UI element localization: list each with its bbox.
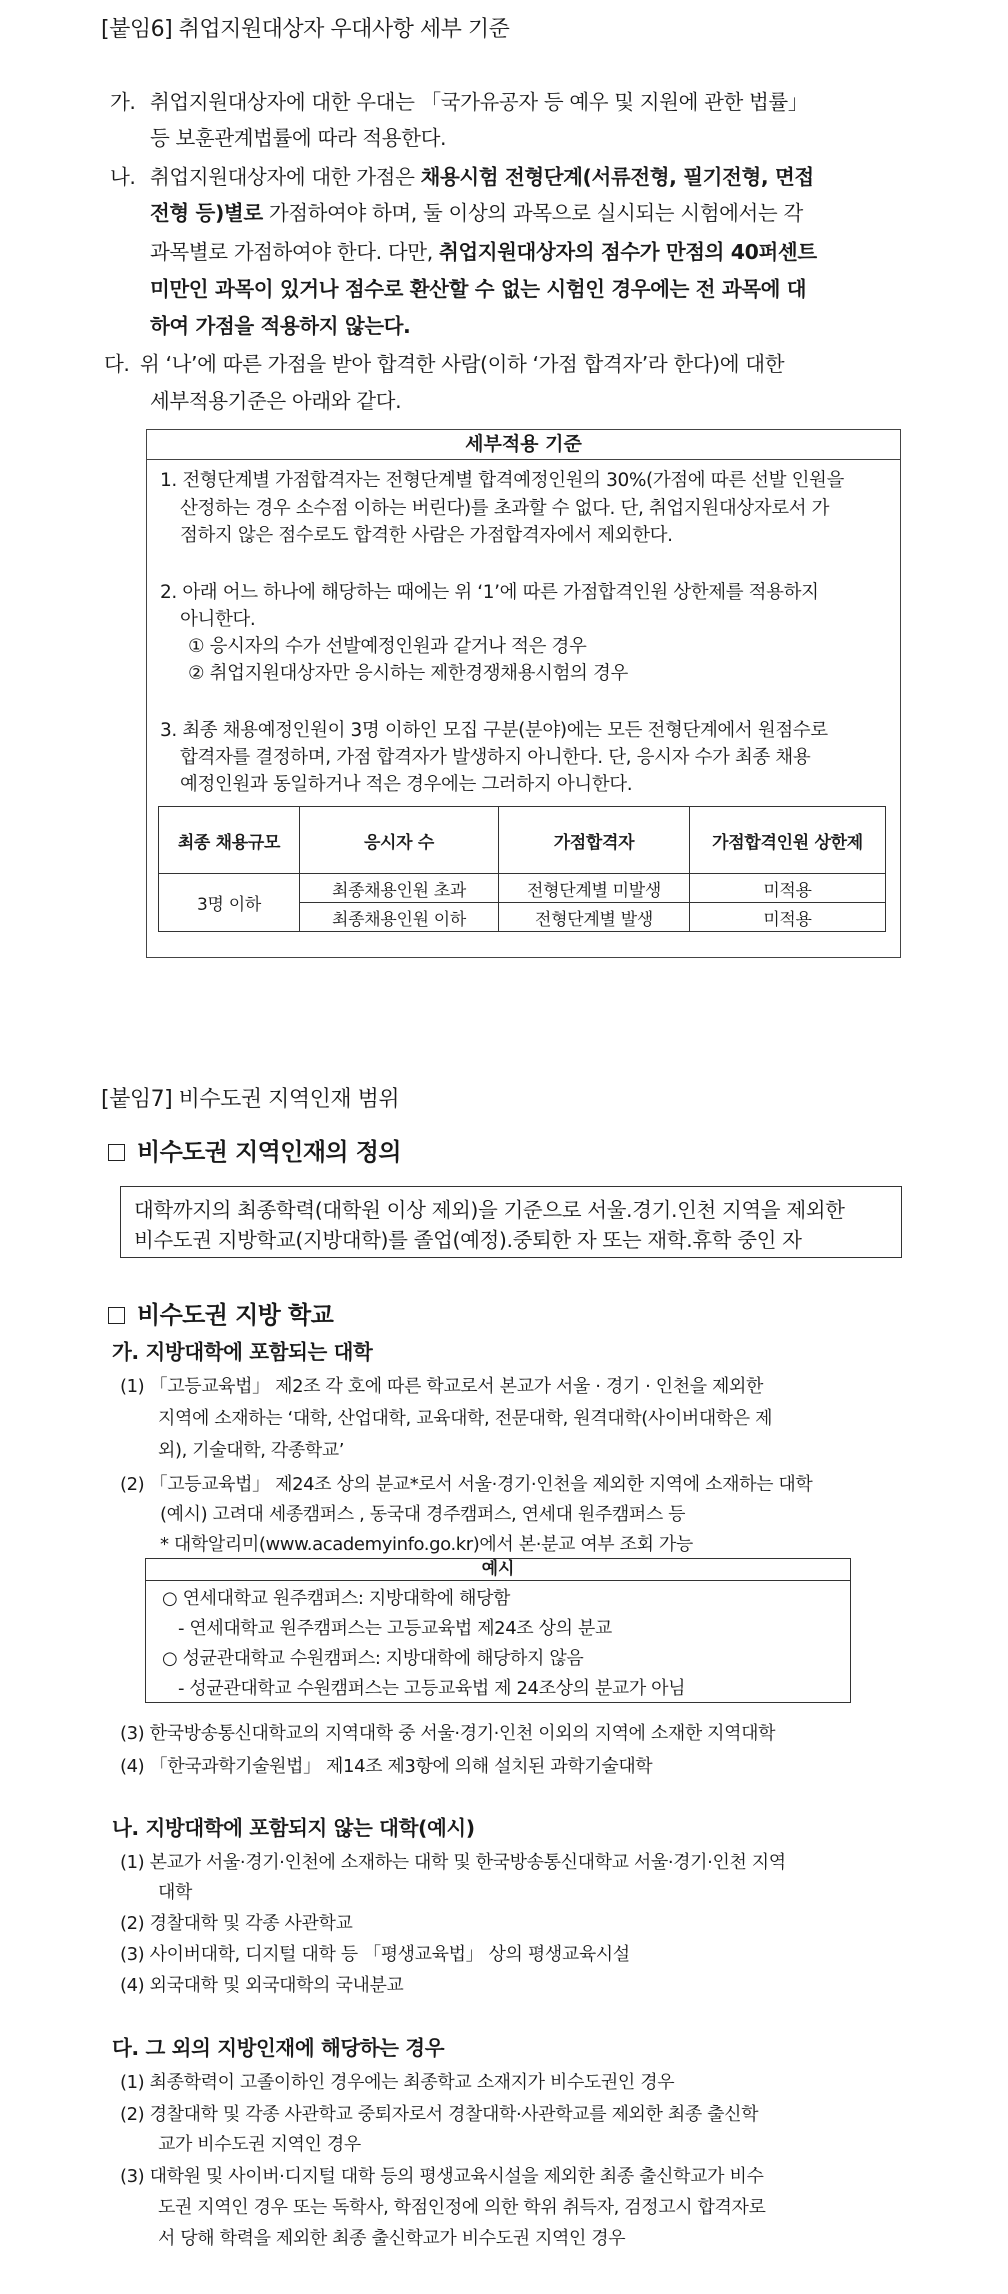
table-header-row	[159, 807, 886, 874]
definition-line: 비수도권 지방학교(지방대학)를 졸업(예정).중퇴한 자 또는 재학.휴학 중인 자	[134, 1228, 802, 1252]
criteria-subitem: ② 취업지원대상자만 응시하는 제한경쟁채용시험의 경우	[188, 663, 628, 684]
list-line: (2) 「고등교육법」 제24조 상의 분교*로서 서울·경기·인천을 제외한 지역에 소재하는 대학	[120, 1474, 813, 1495]
example-line: ○ 성균관대학교 수원캠퍼스: 지방대학에 해당하지 않음	[162, 1648, 584, 1669]
criteria-line: 산정하는 경우 소수점 이하는 버린다)를 초과할 수 없다. 단, 취업지원대상자로서 가	[180, 498, 830, 519]
subsection-ga-title: 가. 지방대학에 포함되는 대학	[112, 1340, 373, 1364]
square-bullet-icon	[108, 1144, 125, 1161]
paragraph-line	[150, 160, 814, 190]
list-line: (2) 경찰대학 및 각종 사관학교 중퇴자로서 경찰대학·사관학교를 제외한 최종 출신학	[120, 2104, 759, 2125]
paragraph-line	[150, 196, 803, 226]
bold-text-run: 취업지원대상자의 점수가 만점의 40퍼센트	[438, 240, 817, 264]
list-line: (예시) 고려대 세종캠퍼스 , 동국대 경주캠퍼스, 연세대 원주캠퍼스 등	[160, 1504, 686, 1525]
example-line: ○ 연세대학교 원주캠퍼스: 지방대학에 해당함	[162, 1588, 511, 1609]
paragraph-line: 위 ‘나’에 따른 가점을 받아 합격한 사람(이하 ‘가점 합격자’라 한다)에 대한	[140, 352, 785, 376]
definition-heading	[108, 1132, 401, 1167]
table-header-cell: 응시자 수	[300, 807, 499, 874]
table-cell: 전형단계별 발생	[499, 903, 690, 932]
list-line: 대학	[158, 1882, 192, 1903]
criteria-line: 아니한다.	[180, 609, 256, 630]
criteria-box-title: 세부적용 기준	[147, 430, 900, 460]
criteria-line: 합격자를 결정하며, 가점 합격자가 발생하지 아니한다. 단, 응시자 수가 최종 채용	[180, 747, 811, 768]
table-header-cell: 가점합격자	[499, 807, 690, 874]
section7-title: [붙임7] 비수도권 지역인재 범위	[101, 1087, 400, 1112]
list-line: 도권 지역인 경우 또는 독학사, 학점인정에 의한 학위 취득자, 검정고시 합격자로	[158, 2197, 766, 2218]
text-run: 가점하여야 하며, 둘 이상의 과목으로 실시되는 시험에서는 각	[262, 201, 803, 225]
list-line: (3) 대학원 및 사이버·디지털 대학 등의 평생교육시설을 제외한 최종 출신학교가 비수	[120, 2166, 764, 2187]
definition-line: 대학까지의 최종학력(대학원 이상 제외)을 기준으로 서울.경기.인천 지역을 제외한	[134, 1198, 845, 1222]
text-run: 과목별로 가점하여야 한다. 다만,	[150, 240, 439, 264]
criteria-line: 점하지 않은 점수로도 합격한 사람은 가점합격자에서 제외한다.	[180, 525, 673, 546]
list-line: (1) 「고등교육법」 제2조 각 호에 따른 학교로서 본교가 서울 · 경기 · 인천을 제외한	[120, 1376, 764, 1397]
criteria-line: 예정인원과 동일하거나 적은 경우에는 그러하지 아니한다.	[180, 774, 633, 795]
section6-title: [붙임6] 취업지원대상자 우대사항 세부 기준	[101, 17, 510, 42]
example-box-title: 예시	[146, 1559, 850, 1581]
list-line: (1) 본교가 서울·경기·인천에 소재하는 대학 및 한국방송통신대학교 서울·경기·인천 지역	[120, 1852, 786, 1873]
criteria-line: 3. 최종 채용예정인원이 3명 이하인 모집 구분(분야)에는 모든 전형단계에서 원점수로	[160, 720, 828, 741]
list-line: 서 당해 학력을 제외한 최종 출신학교가 비수도권 지역인 경우	[158, 2228, 626, 2249]
table-row	[159, 874, 886, 903]
da-item-1: (1) 최종학력이 고졸이하인 경우에는 최종학교 소재지가 비수도권인 경우	[120, 2072, 675, 2093]
criteria-line: 2. 아래 어느 하나에 해당하는 때에는 위 ‘1’에 따른 가점합격인원 상한제를 적용하지	[160, 582, 819, 603]
text-run: 취업지원대상자에 대한 가점은	[150, 165, 421, 189]
ga-item-3: (3) 한국방송통신대학교의 지역대학 중 서울·경기·인천 이외의 지역에 소재한 지역대학	[120, 1723, 776, 1744]
criteria-subitem: ① 응시자의 수가 선발예정인원과 같거나 적은 경우	[188, 636, 587, 657]
criteria-line: 1. 전형단계별 가점합격자는 전형단계별 합격예정인원의 30%(가점에 따른 선발 인원을	[160, 470, 844, 491]
table-cell: 미적용	[690, 874, 886, 903]
criteria-table	[158, 806, 886, 932]
subsection-na-title: 나. 지방대학에 포함되지 않는 대학(예시)	[112, 1816, 475, 1840]
item-marker: 나.	[110, 165, 136, 189]
school-heading	[108, 1295, 333, 1330]
example-line: - 성균관대학교 수원캠퍼스는 고등교육법 제 24조상의 분교가 아님	[178, 1678, 686, 1699]
bold-text-run: 채용시험 전형단계(서류전형, 필기전형, 면접	[420, 165, 814, 189]
list-line: 외), 기술대학, 각종학교’	[158, 1440, 345, 1461]
paragraph-line: 미만인 과목이 있거나 점수로 환산할 수 없는 시험인 경우에는 전 과목에 대	[150, 277, 807, 301]
table-cell: 전형단계별 미발생	[499, 874, 690, 903]
heading-text: 비수도권 지역인재의 정의	[137, 1138, 401, 1166]
square-bullet-icon	[108, 1307, 125, 1324]
table-cell: 미적용	[690, 903, 886, 932]
item-marker: 가.	[110, 90, 136, 114]
list-line: 지역에 소재하는 ‘대학, 산업대학, 교육대학, 전문대학, 원격대학(사이버대학은 제	[158, 1408, 773, 1429]
list-line: 교가 비수도권 지역인 경우	[158, 2134, 361, 2155]
table-cell: 최종채용인원 초과	[300, 874, 499, 903]
subsection-da-title: 다. 그 외의 지방인재에 해당하는 경우	[112, 2036, 445, 2060]
na-item-3: (3) 사이버대학, 디지털 대학 등 「평생교육법」 상의 평생교육시설	[120, 1944, 630, 1965]
item-marker: 다.	[104, 352, 130, 376]
list-line: * 대학알리미(www.academyinfo.go.kr)에서 본·분교 여부 조회 가능	[160, 1534, 693, 1555]
paragraph-line: 취업지원대상자에 대한 우대는 「국가유공자 등 예우 및 지원에 관한 법률」	[150, 90, 808, 114]
example-line: - 연세대학교 원주캠퍼스는 고등교육법 제24조 상의 분교	[178, 1618, 612, 1639]
ga-item-4: (4) 「한국과학기술원법」 제14조 제3항에 의해 설치된 과학기술대학	[120, 1756, 653, 1777]
na-item-2: (2) 경찰대학 및 각종 사관학교	[120, 1913, 353, 1934]
table-header-cell: 최종 채용규모	[159, 807, 300, 874]
heading-text: 비수도권 지방 학교	[137, 1301, 334, 1329]
table-cell: 최종채용인원 이하	[300, 903, 499, 932]
bold-text-run: 전형 등)별로	[150, 201, 263, 225]
table-cell-scale: 3명 이하	[159, 874, 300, 932]
paragraph-line	[150, 235, 817, 265]
table-header-cell: 가점합격인원 상한제	[690, 807, 886, 874]
paragraph-line: 세부적용기준은 아래와 같다.	[150, 389, 402, 413]
paragraph-line: 하여 가점을 적용하지 않는다.	[150, 314, 411, 338]
paragraph-line: 등 보훈관계법률에 따라 적용한다.	[150, 126, 447, 150]
na-item-4: (4) 외국대학 및 외국대학의 국내분교	[120, 1975, 404, 1996]
